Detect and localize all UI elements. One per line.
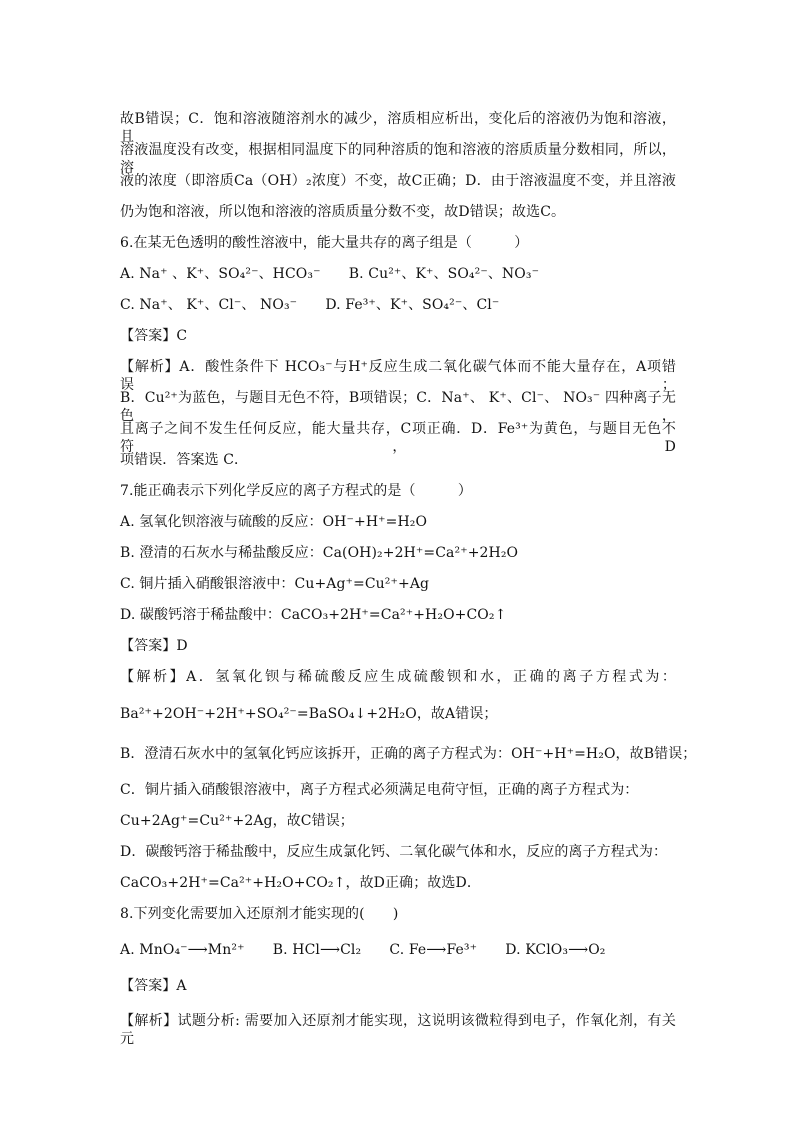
explanation-8-line: 【解析】试题分析: 需要加入还原剂才能实现，这说明该微粒得到电子，作氧化剂，有关元 bbox=[120, 1013, 676, 1047]
question-7-option-c: C. 铜片插入硝酸银溶液中：Cu+Ag⁺=Cu²⁺+Ag bbox=[120, 576, 430, 592]
explanation-6-line: 且离子之间不发生任何反应，能大量共存，C项正确．D．Fe³⁺为黄色，与题目无色不符，D bbox=[120, 421, 676, 455]
question-6-stem: 6.在某无色透明的酸性溶液中，能大量共存的离子组是（ ） bbox=[120, 235, 529, 251]
question-7-option-b: B. 澄清的石灰水与稀盐酸反应：Ca(OH)₂+2H⁺=Ca²⁺+2H₂O bbox=[120, 545, 519, 561]
answer-8: 【答案】A bbox=[120, 978, 187, 994]
explanation-6-line: B．Cu²⁺为蓝色，与题目无色不符，B项错误；C．Na⁺、 K⁺、Cl⁻、 NO₃⁻ 四种离子无色， bbox=[120, 390, 676, 424]
explanation-7-line: CaCO₃+2H⁺=Ca²⁺+H₂O+CO₂↑，故D正确；故选D． bbox=[120, 875, 481, 891]
question-6-options-ab: A. Na⁺ 、K⁺、SO₄²⁻、HCO₃⁻ B. Cu²⁺、K⁺、SO₄²⁻、NO₃⁻ bbox=[120, 266, 540, 282]
explanation-7-line: 【解析】A．氢氧化钡与稀硫酸反应生成硫酸钡和水，正确的离子方程式为： bbox=[120, 669, 676, 685]
answer-7: 【答案】D bbox=[120, 638, 188, 654]
explanation-7-line: D．碳酸钙溶于稀盐酸中，反应生成氯化钙、二氧化碳气体和水，反应的离子方程式为： bbox=[120, 844, 668, 860]
question-7-stem: 7.能正确表示下列化学反应的离子方程式的是（ ） bbox=[120, 483, 472, 499]
paragraph-line: 故B错误；C．饱和溶液随溶剂水的减少，溶质相应析出，变化后的溶液仍为饱和溶液，且 bbox=[120, 111, 676, 145]
paragraph-line: 液的浓度（即溶质Ca（OH）₂浓度）不变，故C正确；D．由于溶液温度不变，并且溶液 bbox=[120, 173, 676, 189]
question-6-options-cd: C. Na⁺、 K⁺、Cl⁻、 NO₃⁻ D. Fe³⁺、K⁺、SO₄²⁻、Cl⁻ bbox=[120, 297, 500, 313]
explanation-7-line: Cu+2Ag⁺=Cu²⁺+2Ag，故C错误； bbox=[120, 813, 354, 829]
paragraph-line: 仍为饱和溶液，所以饱和溶液的溶质质量分数不变，故D错误；故选C。 bbox=[120, 204, 566, 220]
paragraph-line: 溶液温度没有改变，根据相同温度下的同种溶质的饱和溶液的溶质质量分数相同，所以，溶 bbox=[120, 142, 676, 176]
explanation-7-line: C．铜片插入硝酸银溶液中，离子方程式必须满足电荷守恒，正确的离子方程式为： bbox=[120, 782, 639, 798]
question-7-option-a: A. 氢氧化钡溶液与硫酸的反应：OH⁻+H⁺=H₂O bbox=[120, 514, 428, 530]
question-7-option-d: D. 碳酸钙溶于稀盐酸中：CaCO₃+2H⁺=Ca²⁺+H₂O+CO₂↑ bbox=[120, 607, 507, 623]
question-8-options: A. MnO₄⁻⟶Mn²⁺ B. HCl⟶Cl₂ C. Fe⟶Fe³⁺ D. KClO₃⟶O₂ bbox=[120, 942, 606, 958]
answer-6: 【答案】C bbox=[120, 328, 188, 344]
explanation-7-line: Ba²⁺+2OH⁻+2H⁺+SO₄²⁻=BaSO₄↓+2H₂O，故A错误； bbox=[120, 706, 498, 722]
question-8-stem: 8.下列变化需要加入还原剂才能实现的( ) bbox=[120, 906, 399, 922]
explanation-6-line: 项错误．答案选 C． bbox=[120, 452, 249, 468]
explanation-7-line: B．澄清石灰水中的氢氧化钙应该拆开，正确的离子方程式为：OH⁻+H⁺=H₂O，故B错误； bbox=[120, 746, 697, 762]
explanation-6-line: 【解析】A．酸性条件下 HCO₃⁻与H⁺反应生成二氧化碳气体而不能大量存在，A项错误； bbox=[120, 359, 676, 393]
